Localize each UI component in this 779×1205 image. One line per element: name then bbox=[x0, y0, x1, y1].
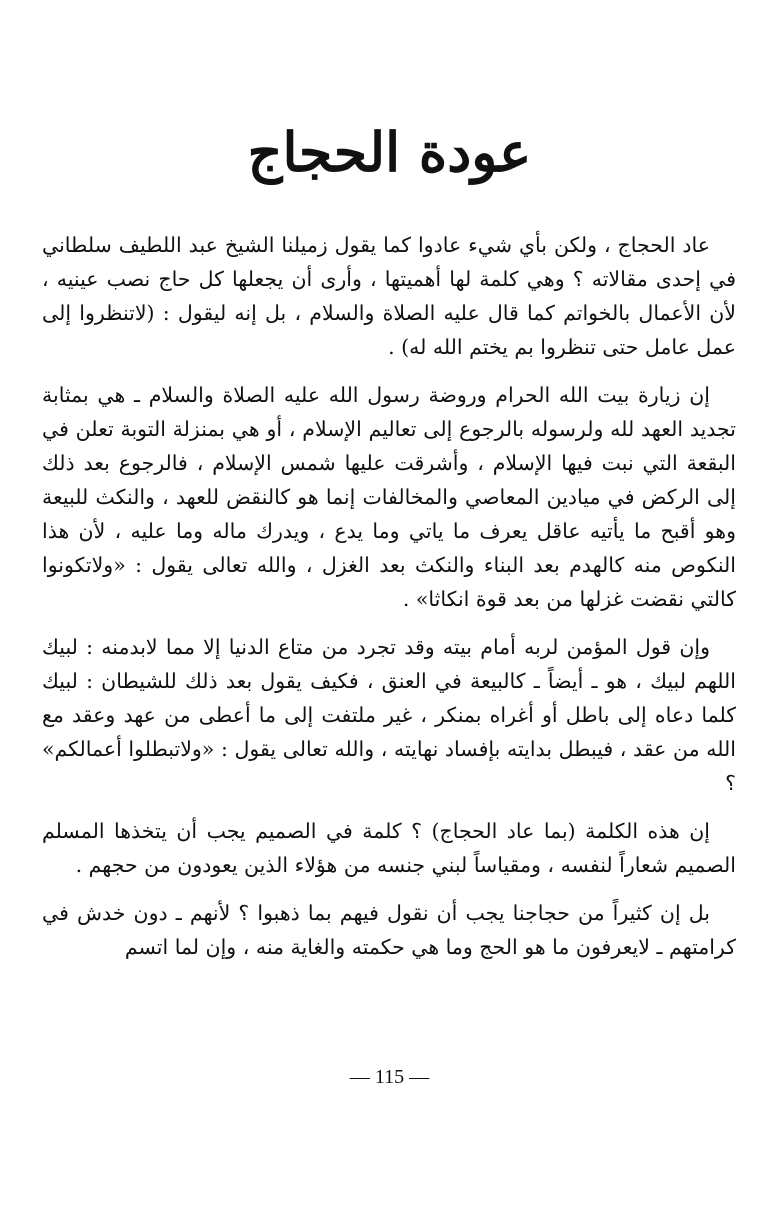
paragraph-2: إن زيارة بيت الله الحرام وروضة رسول الله عليه الصلاة والسلام ـ هي بمثابة تجديد العهد لله ولرسوله بالرجوع إلى تعاليم الإسلام ، أو هي بمنزلة التوبة تعلن في البقعة التي نبت فيها الإسلام ، وأشرقت عليها شمس الإسلام ، فالرجوع بعد ذلك إلى الركض في ميادين المعاصي والمخالفات إنما هو كالنقض للعهد ، والنكث للبيعة وهو أقبح ما يأتيه عاقل يعرف ما ياتي وما يدع ، ويدرك ماله وما عليه ، لأن هذا النكوص منه كالهدم بعد البناء والنكث بعد الغزل ، والله تعالى يقول : «ولاتكونوا كالتي نقضت غزلها من بعد قوة انكاثا» . bbox=[42, 383, 736, 611]
paragraph-1: عاد الحجاج ، ولكن بأي شيء عادوا كما يقول زميلنا الشيخ عبد اللطيف سلطاني في إحدى مقالاته ؟ وهي كلمة لها أهميتها ، وأرى أن يجعلها كل حاج نصب عينيه ، لأن الأعمال بالخواتم كما قال عليه الصلاة والسلام ، بل إنه ليقول : (لاتنظروا إلى عمل عامل حتى تنظروا بم يختم الله له) . bbox=[42, 233, 736, 359]
page-number: — 115 — bbox=[349, 1066, 430, 1088]
paragraph-4: إن هذه الكلمة (بما عاد الحجاج) ؟ كلمة في الصميم يجب أن يتخذها المسلم الصميم شعاراً لنفسه ، ومقياساً لبني جنسه من هؤلاء الذين يعودون من حجهم . bbox=[42, 819, 736, 877]
paragraph-3: وإن قول المؤمن لربه أمام بيته وقد تجرد من متاع الدنيا إلا مما لابدمنه : لبيك اللهم لبيك ، هو ـ أيضاً ـ كالبيعة في العنق ، فكيف يقول بعد ذلك للشيطان : لبيك كلما دعاه إلى باطل أو أغراه بمنكر ، غير ملتفت إلى ما أعطى من عهد وعقد مع الله من عقد ، فيبطل بدايته بإفساد نهايته ، والله تعالى يقول : «ولاتبطلوا أعمالكم» ؟ bbox=[42, 635, 736, 795]
page-title: عودة الحجاج bbox=[247, 120, 532, 184]
body-text bbox=[42, 228, 736, 978]
paragraph-5: بل إن كثيراً من حجاجنا يجب أن نقول فيهم بما ذهبوا ؟ لأنهم ـ دون خدش في كرامتهم ـ لايعرفون ما هو الحج وما هي حكمته والغاية منه ، وإن لما اتسم bbox=[42, 901, 736, 959]
